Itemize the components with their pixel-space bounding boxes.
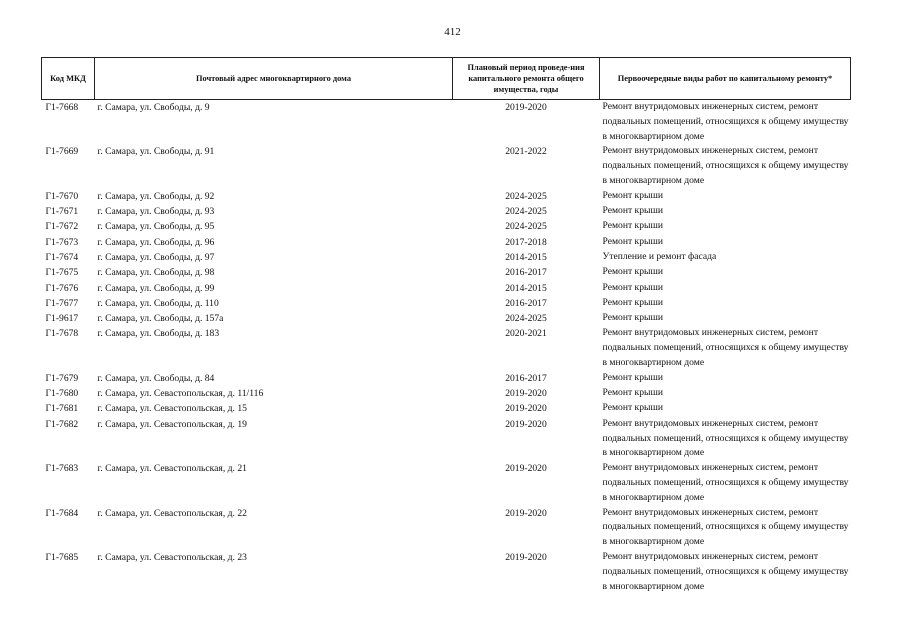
cell-code: Г1-7683 [45,463,79,475]
cell-works: Ремонт внутридомовых инженерных систем, ремонт подвальных помещений, относящихся к общему имуществу в многоквартирном доме [602,417,849,459]
cell-address: г. Самара, ул. Свободы, д. 97 [97,251,215,263]
cell-works: Ремонт крыши [602,205,663,217]
header-works: Первоочередные виды работ по капитальному ремонту* [600,58,851,100]
table-row [42,250,851,265]
cell-code: Г1-9617 [45,313,79,325]
cell-address: г. Самара, ул. Свободы, д. 99 [97,282,215,294]
cell-period: 2014-2015 [505,251,547,263]
table-row [42,417,851,461]
cell-works: Ремонт внутридомовых инженерных систем, ремонт подвальных помещений, относящихся к общему имуществу в многоквартирном доме [602,101,849,142]
cell-period: 2016-2017 [505,267,547,279]
page-number: 412 [444,26,461,38]
cell-works: Ремонт крыши [602,189,663,201]
table-row [42,189,851,204]
cell-period: 2019-2020 [505,403,547,415]
cell-code: Г1-7680 [45,388,79,400]
cell-period: 2024-2025 [505,206,547,218]
cell-address: г. Самара, ул. Свободы, д. 9 [97,102,210,113]
cell-address: г. Самара, ул. Свободы, д. 96 [97,236,215,248]
cell-period: 2024-2025 [505,313,547,325]
cell-code: Г1-7678 [45,328,79,340]
table-row [42,386,851,401]
cell-period: 2016-2017 [505,297,547,309]
cell-code: Г1-7681 [45,403,79,415]
cell-code: Г1-7673 [45,236,79,248]
cell-code: Г1-7670 [45,190,79,202]
cell-period: 2020-2021 [505,328,547,340]
cell-works: Ремонт крыши [602,220,663,232]
cell-works: Ремонт внутридомовых инженерных систем, ремонт подвальных помещений, относящихся к общему имуществу в многоквартирном доме [602,145,849,186]
cell-works: Ремонт крыши [602,266,663,278]
cell-period: 2014-2015 [505,282,547,294]
cell-code: Г1-7672 [45,221,79,233]
table-row [42,100,851,145]
table-row [42,506,851,550]
cell-address: г. Самара, ул. Свободы, д. 91 [97,146,215,158]
table-row [42,371,851,386]
cell-code: Г1-7674 [45,251,79,263]
cell-works: Ремонт крыши [602,235,663,247]
cell-works: Ремонт крыши [602,281,663,293]
cell-period: 2017-2018 [505,236,547,248]
cell-address: г. Самара, ул. Свободы, д. 92 [97,190,215,202]
cell-code: Г1-7684 [45,507,79,519]
cell-period: 2019-2020 [505,102,547,113]
capital-repair-table [41,57,851,594]
cell-address: г. Самара, ул. Севастопольская, д. 21 [97,463,247,475]
table-row [42,281,851,296]
cell-works: Ремонт внутридомовых инженерных систем, ремонт подвальных помещений, относящихся к общему имуществу в многоквартирном доме [602,462,849,503]
cell-period: 2019-2020 [505,388,547,400]
cell-works: Ремонт крыши [602,387,663,399]
cell-code: Г1-7685 [45,551,79,563]
cell-code: Г1-7676 [45,282,79,294]
cell-period: 2024-2025 [505,190,547,202]
cell-address: г. Самара, ул. Свободы, д. 95 [97,221,215,233]
cell-period: 2019-2020 [505,418,547,430]
cell-code: Г1-7679 [45,372,79,384]
cell-address: г. Самара, ул. Свободы, д. 93 [97,206,215,218]
cell-period: 2019-2020 [505,551,547,563]
table-row [42,265,851,280]
cell-works: Утепление и ремонт фасада [602,250,717,262]
cell-works: Ремонт внутридомовых инженерных систем, ремонт подвальных помещений, относящихся к общему имуществу в многоквартирном доме [602,550,849,592]
table-row [42,219,851,234]
cell-address: г. Самара, ул. Свободы, д. 183 [97,328,220,340]
table-header [42,58,851,100]
table-row [42,235,851,250]
cell-address: г. Самара, ул. Свободы, д. 157а [97,313,224,325]
cell-address: г. Самара, ул. Севастопольская, д. 23 [97,551,247,563]
cell-address: г. Самара, ул. Севастопольская, д. 11/116 [97,388,264,400]
cell-works: Ремонт крыши [602,296,663,308]
cell-works: Ремонт крыши [602,371,663,383]
cell-address: г. Самара, ул. Севастопольская, д. 22 [97,507,247,519]
table-row [42,144,851,188]
table-row [42,204,851,219]
cell-works: Ремонт крыши [602,312,663,324]
cell-address: г. Самара, ул. Свободы, д. 98 [97,267,215,279]
cell-period: 2019-2020 [505,507,547,519]
cell-code: Г1-7669 [45,146,79,158]
cell-period: 2021-2022 [505,146,547,158]
table-body [42,100,851,595]
header-code: Код МКД [42,58,95,100]
table-row [42,311,851,326]
cell-works: Ремонт внутридомовых инженерных систем, ремонт подвальных помещений, относящихся к общему имуществу в многоквартирном доме [602,506,849,548]
cell-code: Г1-7682 [45,418,79,430]
cell-works: Ремонт крыши [602,402,663,414]
cell-address: г. Самара, ул. Свободы, д. 84 [97,372,215,384]
cell-address: г. Самара, ул. Свободы, д. 110 [97,297,219,309]
cell-address: г. Самара, ул. Севастопольская, д. 15 [97,403,247,415]
header-address: Почтовый адрес многоквартирного дома [95,58,453,100]
cell-code: Г1-7671 [45,206,79,218]
cell-period: 2016-2017 [505,372,547,384]
cell-works: Ремонт внутридомовых инженерных систем, ремонт подвальных помещений, относящихся к общему имуществу в многоквартирном доме [602,327,849,369]
table-row [42,326,851,370]
cell-period: 2024-2025 [505,221,547,233]
cell-period: 2019-2020 [505,463,547,475]
cell-code: Г1-7668 [45,102,79,113]
header-period: Плановый период проведе-ния капитального ремонта общего имущества, годы [453,58,600,100]
cell-code: Г1-7675 [45,267,79,279]
table-row [42,550,851,594]
cell-code: Г1-7677 [45,297,79,309]
table-row [42,401,851,416]
table-row [42,461,851,505]
cell-address: г. Самара, ул. Севастопольская, д. 19 [97,418,247,430]
table-row [42,296,851,311]
